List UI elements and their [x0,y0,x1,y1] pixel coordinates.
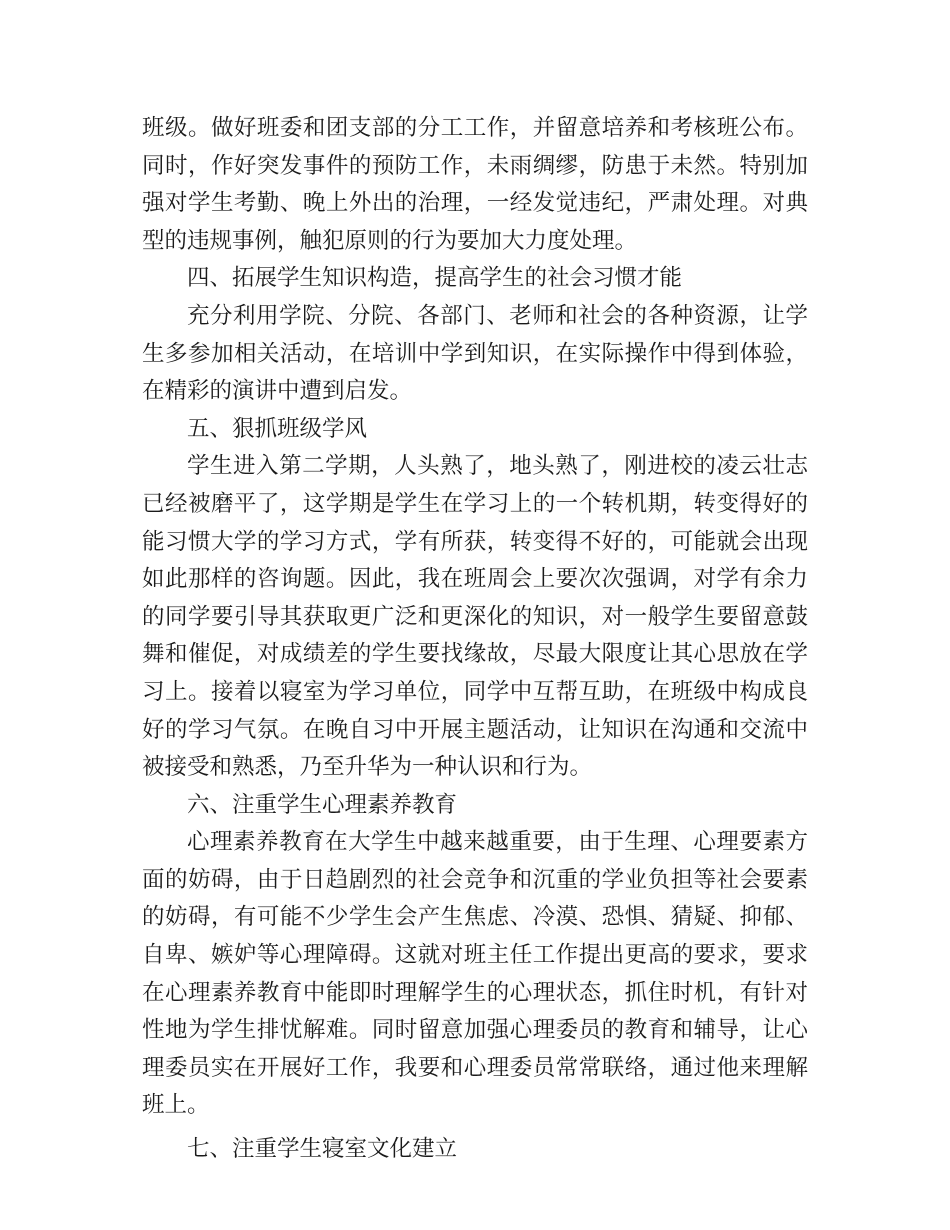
section-heading-seven: 七、注重学生寝室文化建立 [187,1136,458,1163]
paragraph-psychological-education: 心理素养教育在大学生中越来越重要，由于生理、心理要素方面的妨碍，由于日趋剧烈的社会竞争和沉重的学业负担等社会要素的妨碍，有可能不少学生会产生焦虑、冷漠、恐惧、猜疑、抑郁、自卑、嫉妒等心理障碍。这就对班主任工作提出更高的要求，要求在心理素养教育中能即时理解学生的心理状态，抓住时机，有针对性地为学生排忧解难。同时留意加强心理委员的教育和辅导，让心理委员实在开展好工作，我要和心理委员常常联络，通过他来理解班上。 [142,829,808,1119]
section-heading-five: 五、狠抓班级学风 [187,415,368,442]
document-page [142,110,808,1169]
paragraph-study-atmosphere: 学生进入第二学期，人头熟了，地头熟了，刚进校的凌云壮志已经被磨平了，这学期是学生在学习上的一个转机期，转变得好的能习惯大学的学习方式，学有所获，转变得不好的，可能就会出现如此那样的咨询题。因此，我在班周会上要次次强调，对学有余力的同学要引导其获取更广泛和更深化的知识，对一般学生要留意鼓舞和催促，对成绩差的学生要找缘故，尽最大限度让其心思放在学习上。接着以寝室为学习单位，同学中互帮互助，在班级中构成良好的学习气氛。在晚自习中开展主题活动，让知识在沟通和交流中被接受和熟悉，乃至升华为一种认识和行为。 [142,453,808,781]
paragraph-knowledge-expansion: 充分利用学院、分院、各部门、老师和社会的各种资源，让学生多参加相关活动，在培训中学到知识，在实际操作中得到体验，在精彩的演讲中遭到启发。 [142,302,808,405]
paragraph-class-management-continued: 班级。做好班委和团支部的分工工作，并留意培养和考核班公布。同时，作好突发事件的预防工作，未雨绸缪，防患于未然。特别加强对学生考勤、晚上外出的治理，一经发觉违纪，严肃处理。对典型的违规事例，触犯原则的行为要加大力度处理。 [142,115,808,254]
section-heading-four: 四、拓展学生知识构造，提高学生的社会习惯才能 [187,265,683,292]
section-heading-six: 六、注重学生心理素养教育 [187,791,458,818]
